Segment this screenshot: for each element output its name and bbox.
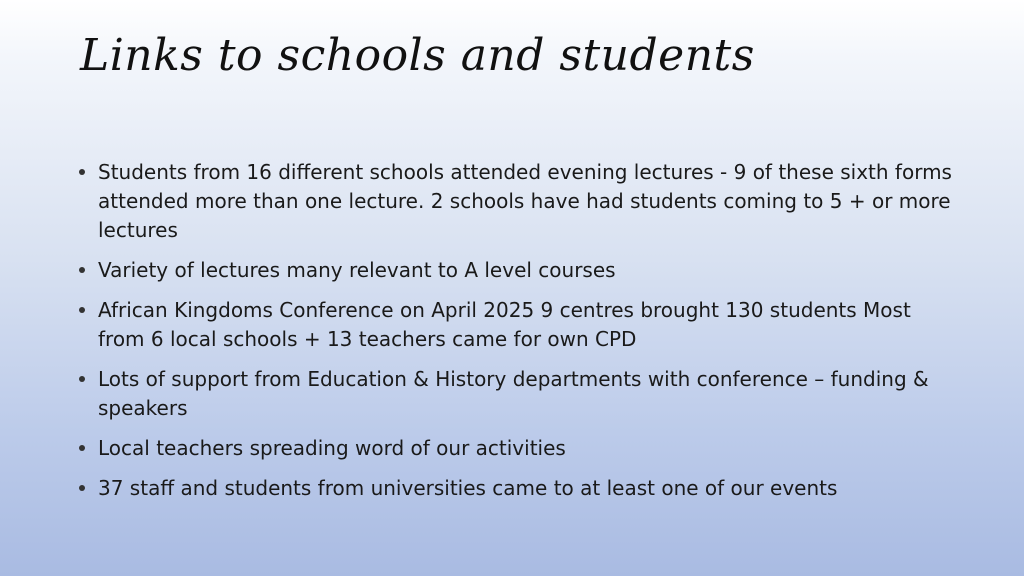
bullet-item [76, 365, 956, 423]
bullet-dot-icon [79, 169, 85, 175]
bullet-item [76, 434, 956, 463]
bullet-dot-icon [79, 445, 85, 451]
bullet-item [76, 158, 956, 245]
bullet-dot-icon [79, 307, 85, 313]
slide-title: Links to schools and students [80, 30, 755, 81]
bullet-dot-icon [79, 485, 85, 491]
bullet-list [76, 158, 956, 514]
bullet-text: Students from 16 different schools attended evening lectures - 9 of these sixth forms attended more than one lecture. 2 schools have had students coming to 5 + or more lectures [98, 160, 952, 242]
bullet-item [76, 296, 956, 354]
bullet-text: African Kingdoms Conference on April 2025 9 centres brought 130 students Most from 6 local schools + 13 teachers came for own CPD [98, 298, 911, 351]
bullet-item [76, 474, 956, 503]
bullet-text: Variety of lectures many relevant to A level courses [98, 258, 616, 282]
bullet-item [76, 256, 956, 285]
bullet-text: Local teachers spreading word of our activities [98, 436, 566, 460]
bullet-dot-icon [79, 376, 85, 382]
bullet-text: 37 staff and students from universities came to at least one of our events [98, 476, 838, 500]
bullet-dot-icon [79, 267, 85, 273]
bullet-text: Lots of support from Education & History departments with conference – funding & speakers [98, 367, 929, 420]
